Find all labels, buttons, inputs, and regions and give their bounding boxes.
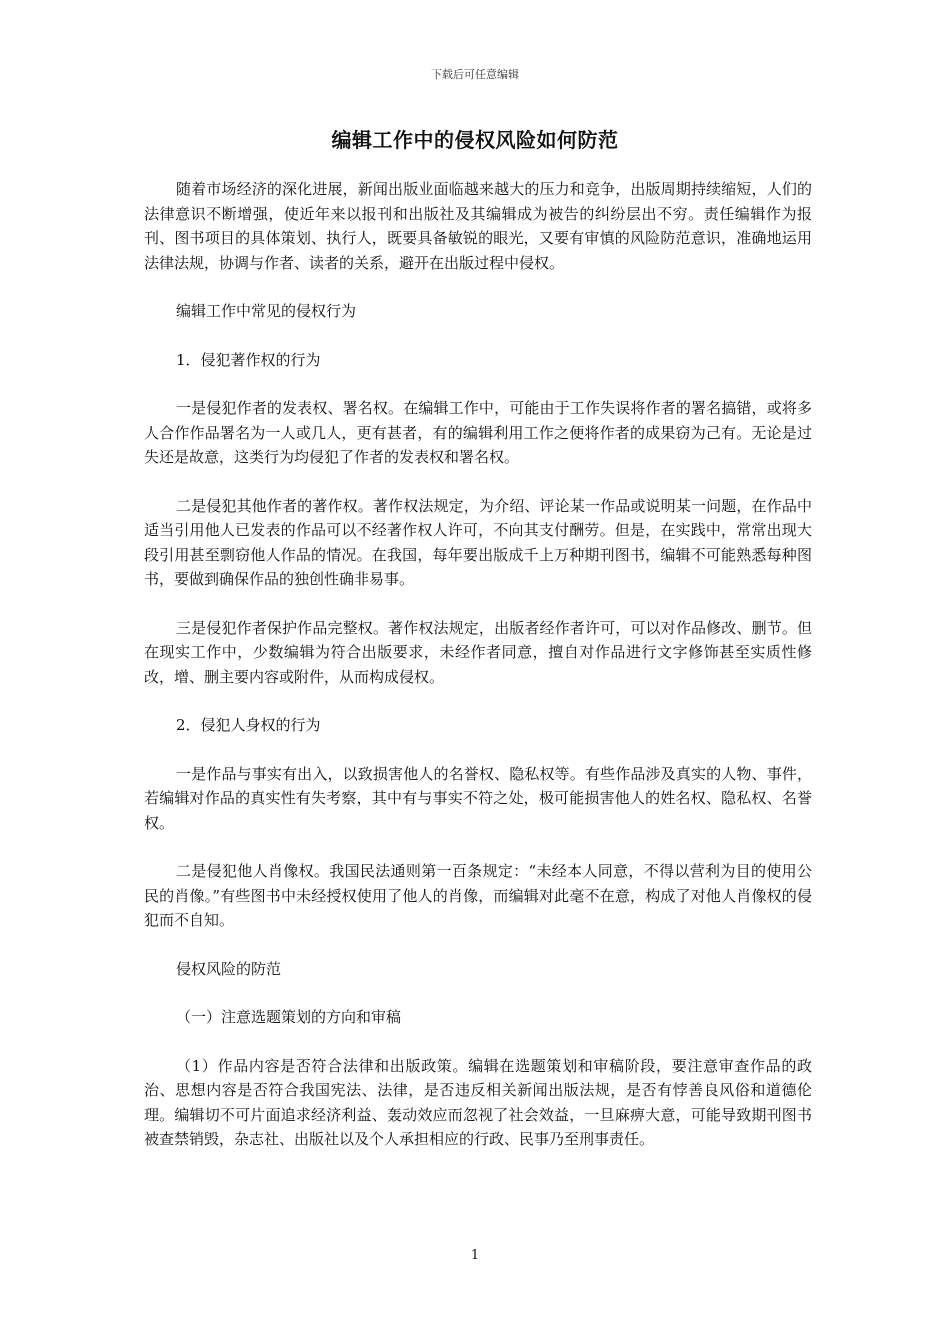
document-body	[144, 177, 812, 1176]
paragraph: 三是侵犯作者保护作品完整权。著作权法规定，出版者经作者许可，可以对作品修改、删节。但在现实工作中，少数编辑为符合出版要求，未经作者同意，擅自对作品进行文字修饰甚至实质性修改，增、删主要内容或附件，从而构成侵权。	[144, 618, 812, 686]
page-header: 下载后可任意编辑	[431, 68, 519, 81]
subsection-heading: 1．侵犯著作权的行为	[176, 350, 321, 369]
subsection-heading: 2．侵犯人身权的行为	[176, 716, 321, 734]
paragraph: 一是作品与事实有出入，以致损害他人的名誉权、隐私权等。有些作品涉及真实的人物、事件，若编辑对作品的真实性有失考察，其中有与事实不符之处，极可能损害他人的姓名权、隐私权、名誉权。	[144, 764, 812, 832]
paragraph: 随着市场经济的深化进展，新闻出版业面临越来越大的压力和竞争，出版周期持续缩短，人们的法律意识不断增强，使近年来以报刊和出版社及其编辑成为被告的纠纷层出不穷。责任编辑作为报刊、图书项目的具体策划、执行人，既要具备敏锐的眼光，又要有审慎的风险防范意识，准确地运用法律法规，协调与作者、读者的关系，避开在出版过程中侵权。	[144, 180, 812, 272]
section-heading: 侵权风险的防范	[176, 959, 282, 978]
paragraph: 二是侵犯其他作者的著作权。著作权法规定，为介绍、评论某一作品或说明某一问题，在作品中适当引用他人已发表的作品可以不经著作权人许可，不向其支付酬劳。但是，在实践中，常常出现大段引用甚至剽窃他人作品的情况。在我国，每年要出版成千上万种期刊图书，编辑不可能熟悉每种图书，要做到确保作品的独创性确非易事。	[144, 496, 812, 588]
section-heading: 编辑工作中常见的侵权行为	[176, 302, 357, 320]
document-title: 编辑工作中的侵权风险如何防范	[331, 128, 619, 152]
page-number: 1	[470, 1248, 480, 1263]
paragraph: 二是侵犯他人肖像权。我国民法通则第一百条规定：“未经本人同意，不得以营利为目的使用公民的肖像。”有些图书中未经授权使用了他人的肖像，而编辑对此毫不在意，构成了对他人肖像权的侵犯而不自知。	[144, 862, 812, 929]
paragraph: （1）作品内容是否符合法律和出版政策。编辑在选题策划和审稿阶段，要注意审查作品的政治、思想内容是否符合我国宪法、法律，是否违反相关新闻出版法规，是否有悖善良风俗和道德伦理。编辑切不可片面追求经济利益、轰动效应而忽视了社会效益，一旦麻痹大意，可能导致期刊图书被查禁销毁，杂志社、出版社以及个人承担相应的行政、民事乃至刑事责任。	[144, 1056, 812, 1148]
paragraph: 一是侵犯作者的发表权、署名权。在编辑工作中，可能由于工作失误将作者的署名搞错，或将多人合作作品署名为一人或几人，更有甚者，有的编辑利用工作之便将作者的成果窃为己有。无论是过失还是故意，这类行为均侵犯了作者的发表权和署名权。	[144, 399, 812, 466]
subsection-heading: （一）注意选题策划的方向和审稿	[176, 1008, 402, 1026]
